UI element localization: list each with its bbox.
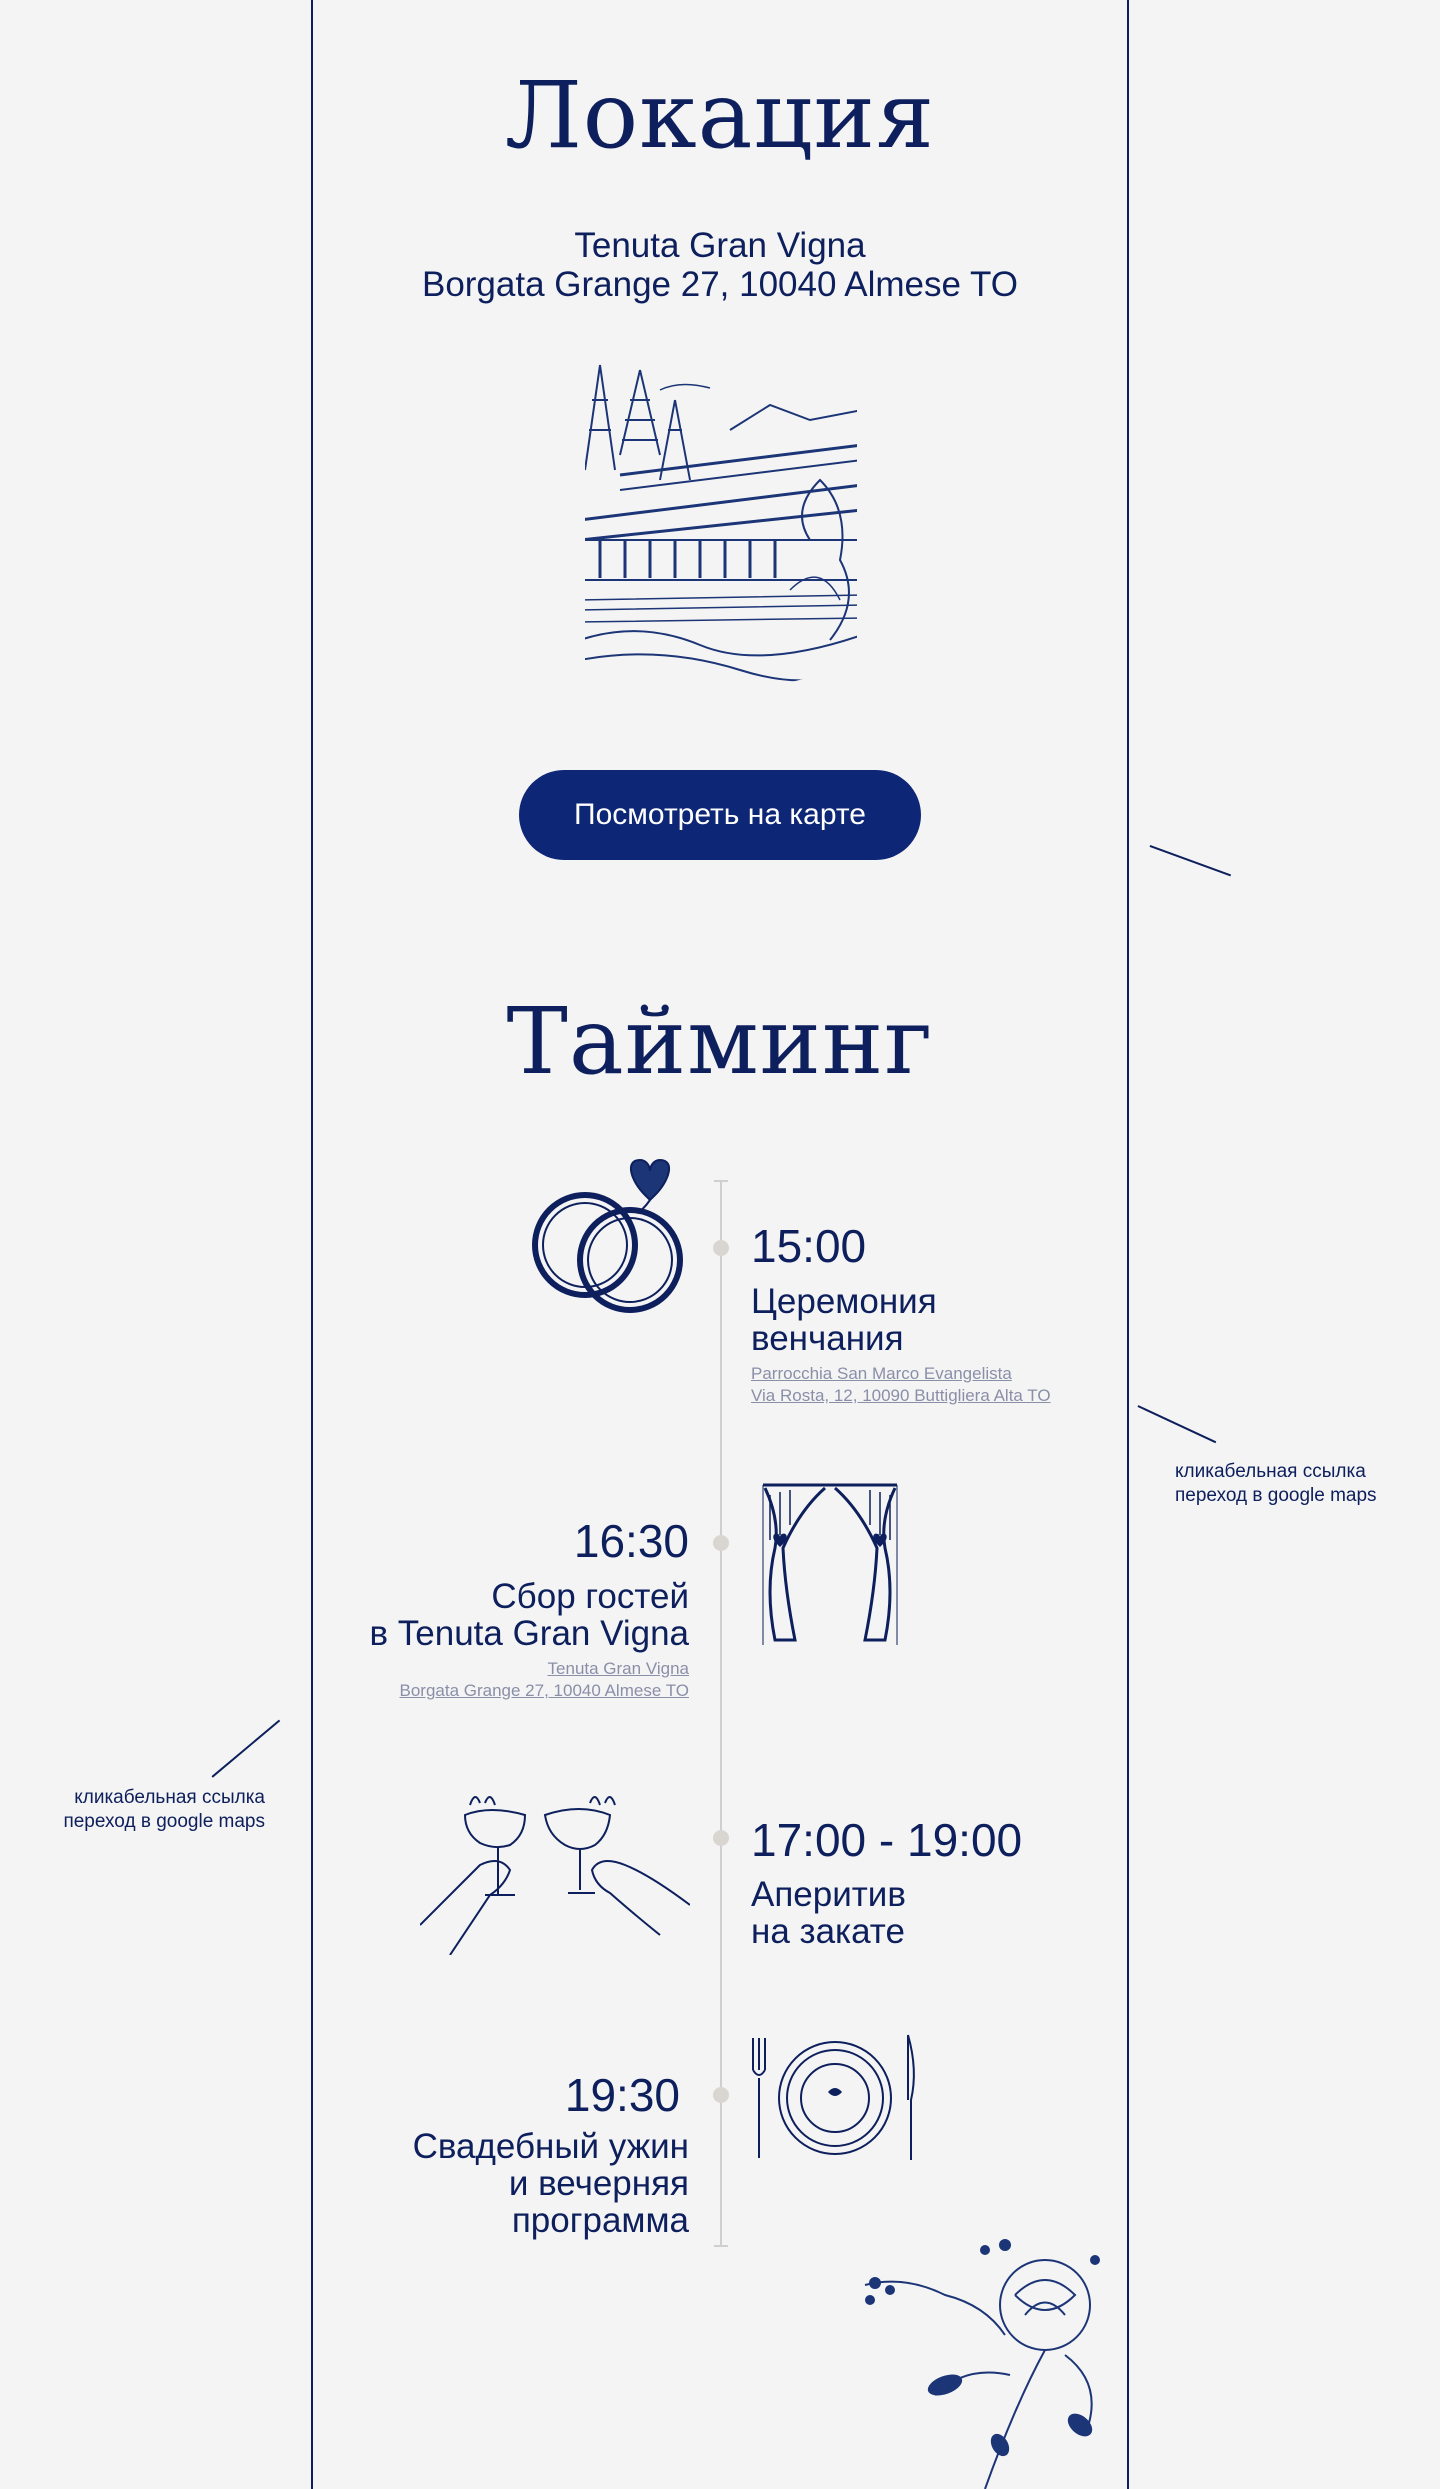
event-title-line: Сбор гостей (491, 1577, 689, 1616)
annotation-note (1175, 1460, 1377, 1508)
annotation-text: переход в google maps (63, 1811, 265, 1832)
annotation-line (212, 1720, 280, 1778)
event-time: 17:00 - 19:00 (751, 1814, 1023, 1866)
wedding-rings-icon (525, 1155, 690, 1320)
curtains-arch-icon (755, 1480, 905, 1650)
venue-address: Borgata Grange 27, 10040 Almese TO (421, 265, 1019, 304)
timeline-dot (713, 1535, 729, 1551)
location-title: Локация (504, 62, 936, 169)
event-link-line: Borgata Grange 27, 10040 Almese TO (399, 1681, 689, 1700)
event-title-line: и вечерняя (508, 2164, 689, 2203)
annotation-line (1138, 1405, 1217, 1443)
timeline-dot (713, 2087, 729, 2103)
event-time: 15:00 (751, 1220, 867, 1272)
floral-decoration-icon (845, 2235, 1127, 2489)
annotation-line (1150, 845, 1231, 876)
event-link-line: Tenuta Gran Vigna (547, 1659, 689, 1678)
event-title-line: Свадебный ужин (412, 2127, 689, 2166)
timeline-dot (713, 1240, 729, 1256)
event-title-line: на закате (751, 1912, 905, 1951)
villa-illustration (580, 360, 862, 710)
event-title (751, 1876, 906, 1950)
venue-info (313, 226, 1127, 304)
event-title-line: программа (511, 2201, 689, 2240)
event-title-line: Аперитив (751, 1875, 906, 1914)
event-location-link[interactable] (751, 1363, 1051, 1407)
event-title-line: венчания (751, 1319, 904, 1358)
annotation-text: переход в google maps (1175, 1485, 1377, 1506)
dinner-plate-icon (748, 2030, 923, 2165)
timing-title: Тайминг (506, 988, 934, 1095)
timeline-end-tick (714, 2245, 728, 2247)
event-title-line: в Tenuta Gran Vigna (369, 1614, 689, 1653)
event-title (320, 1578, 689, 1652)
annotation-text: кликабельная ссылка (74, 1787, 265, 1808)
event-time: 16:30 (573, 1515, 689, 1567)
timeline-dot (713, 1830, 729, 1846)
annotation-note (40, 1786, 265, 1834)
event-title-line: Церемония (751, 1282, 937, 1321)
event-link-line: Via Rosta, 12, 10090 Buttigliera Alta TO (751, 1386, 1051, 1405)
timeline-start-tick (714, 1180, 728, 1182)
event-location-link[interactable] (320, 1658, 689, 1702)
left-frame-border (311, 0, 313, 2489)
view-on-map-button[interactable]: Посмотреть на карте (519, 770, 921, 860)
annotation-text: кликабельная ссылка (1175, 1461, 1366, 1482)
event-time: 19:30 (564, 2069, 680, 2121)
venue-name: Tenuta Gran Vigna (574, 226, 866, 265)
event-link-line: Parrocchia San Marco Evangelista (751, 1364, 1012, 1383)
event-title (320, 2128, 689, 2239)
toasting-glasses-icon (420, 1775, 690, 1955)
right-frame-border (1127, 0, 1129, 2489)
event-title (751, 1283, 937, 1357)
